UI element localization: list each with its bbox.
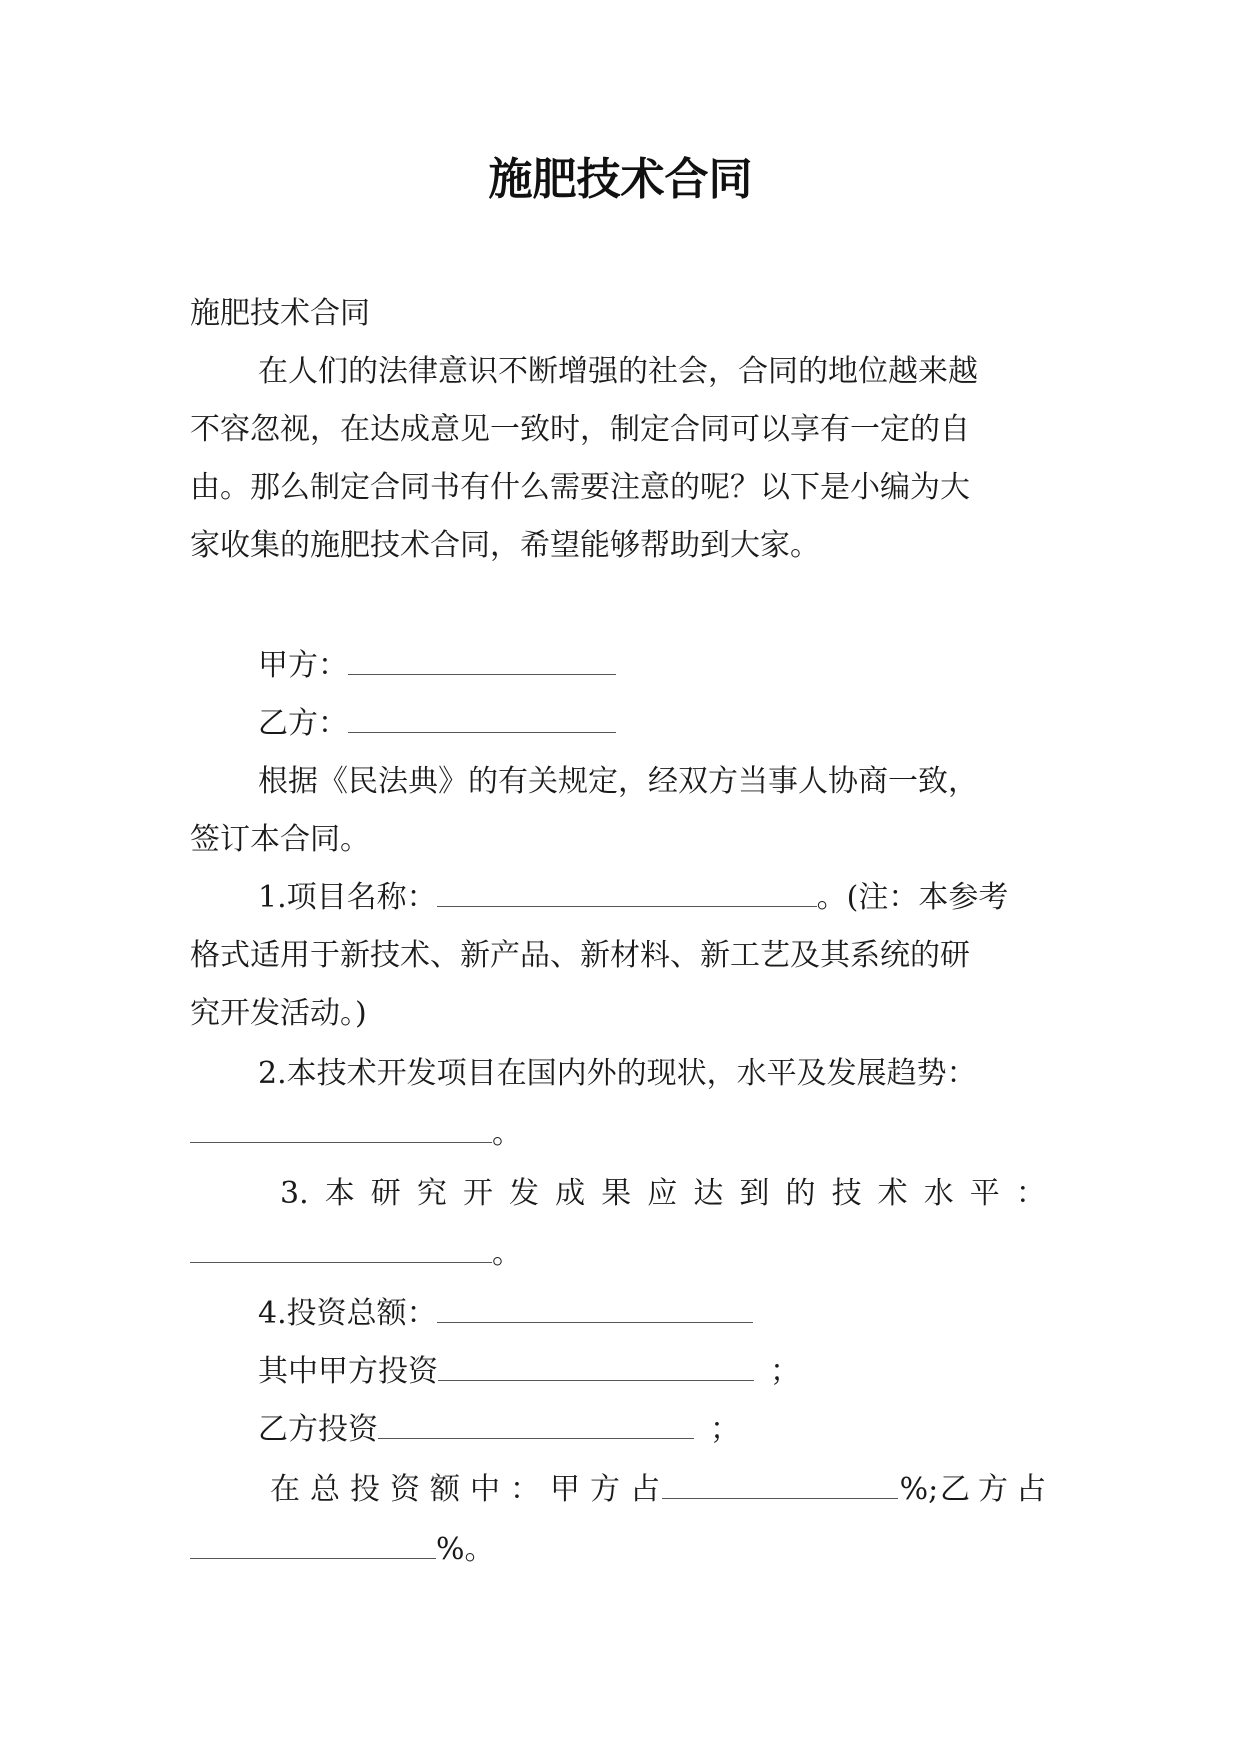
share-b-label bbox=[940, 1470, 1046, 1510]
party-a-investment-tail: ； bbox=[770, 1354, 800, 1389]
party-b-share-field[interactable] bbox=[190, 1530, 436, 1559]
spaced-char: 术 bbox=[877, 1176, 908, 1211]
spaced-char: 果 bbox=[601, 1176, 632, 1211]
spaced-char: 总 bbox=[310, 1472, 340, 1507]
spaced-char: 的 bbox=[785, 1176, 816, 1211]
basis-line: 签订本合同。 bbox=[190, 822, 370, 857]
status-trend-field[interactable] bbox=[190, 1114, 492, 1143]
item4-label: 4.投资总额： bbox=[258, 1296, 437, 1331]
spaced-char: 3. bbox=[280, 1176, 309, 1211]
item2-answer-line bbox=[190, 1114, 522, 1154]
spaced-char: 发 bbox=[509, 1176, 540, 1211]
share-prefix bbox=[270, 1470, 660, 1510]
spaced-char: 额 bbox=[430, 1472, 460, 1507]
document-title: 施肥技术合同 bbox=[488, 154, 753, 205]
party-a-share-field[interactable] bbox=[662, 1470, 898, 1499]
spaced-char: 甲 bbox=[550, 1472, 580, 1507]
item1-tail: 。(注：本参考 bbox=[816, 880, 1009, 915]
spaced-char: 究 bbox=[416, 1176, 447, 1211]
item3-label bbox=[280, 1174, 1046, 1214]
party-b-investment-tail: ； bbox=[710, 1412, 740, 1447]
party-a-label: 甲方： bbox=[258, 648, 348, 683]
basis-line: 根据《民法典》的有关规定，经双方当事人协商一致， bbox=[258, 764, 978, 799]
spaced-char: 投 bbox=[350, 1472, 380, 1507]
spaced-char: 平 bbox=[969, 1176, 1000, 1211]
share-end: %。 bbox=[436, 1532, 495, 1567]
spaced-char: 达 bbox=[693, 1176, 724, 1211]
item3-tail: 。 bbox=[492, 1236, 522, 1271]
party-b-field[interactable] bbox=[348, 704, 616, 733]
spaced-char: ： bbox=[510, 1472, 540, 1507]
spaced-char: 在 bbox=[270, 1472, 300, 1507]
spaced-char: 乙 bbox=[939, 1472, 970, 1507]
party-b-share-line bbox=[190, 1530, 495, 1570]
spaced-char: 水 bbox=[923, 1176, 954, 1211]
item4-line bbox=[258, 1294, 753, 1334]
document-heading: 施肥技术合同 bbox=[190, 296, 370, 331]
item1-line bbox=[258, 878, 1008, 918]
spaced-char: 成 bbox=[555, 1176, 586, 1211]
item1-label: 1.项目名称： bbox=[258, 880, 437, 915]
spaced-char: 中 bbox=[470, 1472, 500, 1507]
party-a-field[interactable] bbox=[348, 646, 616, 675]
spaced-char: 本 bbox=[324, 1176, 355, 1211]
spaced-char: 研 bbox=[370, 1176, 401, 1211]
intro-line: 由。那么制定合同书有什么需要注意的呢？以下是小编为大 bbox=[190, 470, 970, 505]
project-name-field[interactable] bbox=[437, 878, 817, 907]
spaced-char: 开 bbox=[462, 1176, 493, 1211]
item2-tail: 。 bbox=[492, 1116, 522, 1151]
party-b-label: 乙方： bbox=[258, 706, 348, 741]
party-a-investment-line bbox=[258, 1352, 800, 1392]
technical-level-field[interactable] bbox=[190, 1234, 492, 1263]
party-a-line bbox=[258, 646, 616, 686]
item3-answer-line bbox=[190, 1234, 522, 1274]
item2-label: 2.本技术开发项目在国内外的现状，水平及发展趋势： bbox=[258, 1056, 977, 1091]
intro-line: 在人们的法律意识不断增强的社会，合同的地位越来越 bbox=[258, 354, 978, 389]
party-b-line bbox=[258, 704, 616, 744]
spaced-char: 资 bbox=[390, 1472, 420, 1507]
total-investment-field[interactable] bbox=[437, 1294, 753, 1323]
spaced-char: 到 bbox=[739, 1176, 770, 1211]
party-b-investment-field[interactable] bbox=[378, 1410, 694, 1439]
party-b-investment-label: 乙方投资 bbox=[258, 1412, 378, 1447]
item1-note-line: 格式适用于新技术、新产品、新材料、新工艺及其系统的研 bbox=[190, 938, 970, 973]
spaced-char: 方 bbox=[590, 1472, 620, 1507]
spaced-char: 技 bbox=[831, 1176, 862, 1211]
spaced-char: 应 bbox=[647, 1176, 678, 1211]
party-a-investment-label: 其中甲方投资 bbox=[258, 1354, 438, 1389]
spaced-char: 占 bbox=[1015, 1472, 1046, 1507]
spaced-char: 方 bbox=[977, 1472, 1008, 1507]
share-mid: %; bbox=[899, 1472, 939, 1507]
spaced-char: 占 bbox=[630, 1472, 660, 1507]
party-b-investment-line bbox=[258, 1410, 740, 1450]
party-a-investment-field[interactable] bbox=[438, 1352, 754, 1381]
investment-share-line bbox=[270, 1470, 1046, 1510]
item1-note-line: 究开发活动。) bbox=[190, 996, 367, 1031]
intro-line: 家收集的施肥技术合同，希望能够帮助到大家。 bbox=[190, 528, 820, 563]
intro-line: 不容忽视，在达成意见一致时，制定合同可以享有一定的自 bbox=[190, 412, 970, 447]
spaced-char: ： bbox=[1015, 1176, 1046, 1211]
